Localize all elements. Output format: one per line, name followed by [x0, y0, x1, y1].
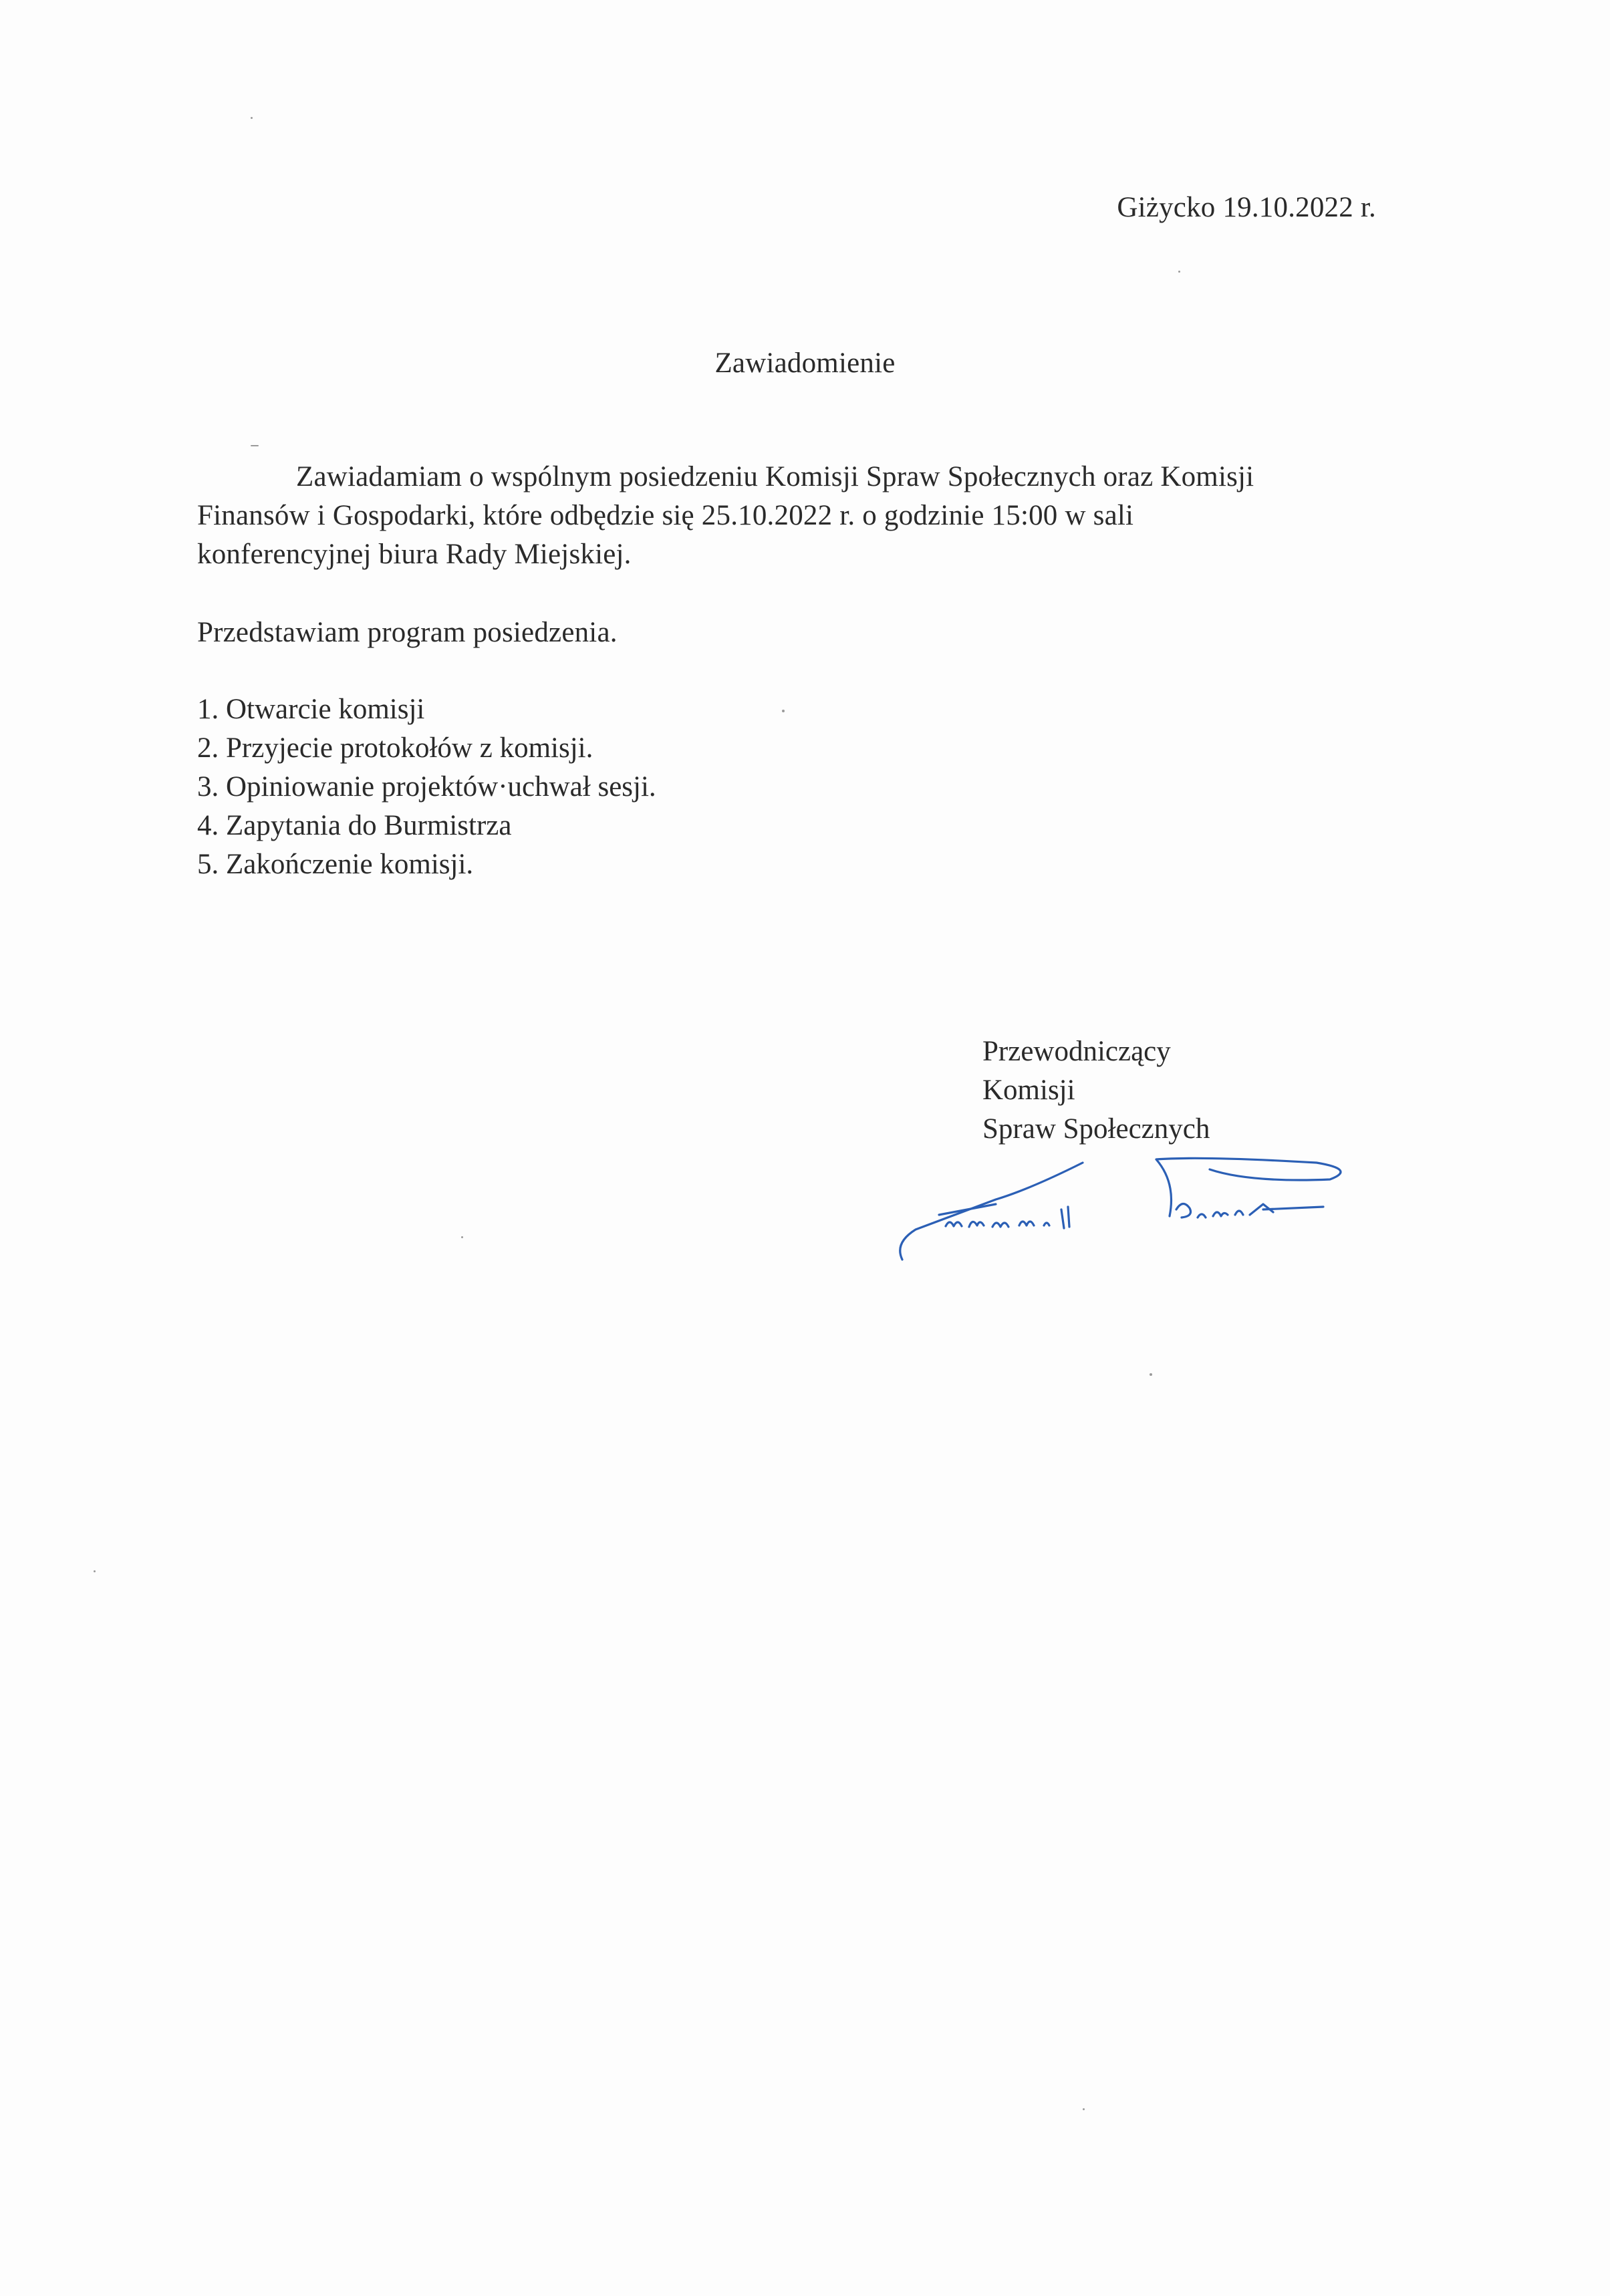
agenda-intro: Przedstawiam program posiedzenia. [197, 617, 618, 648]
agenda-item: 1. Otwarcie komisji [197, 694, 425, 725]
document-title: Zawiadomienie [714, 347, 896, 379]
place-date: Giżycko 19.10.2022 r. [1117, 192, 1376, 223]
agenda-item: 3. Opiniowanie projektów·uchwał sesji. [197, 771, 656, 803]
signatory-block [982, 1032, 1210, 1149]
scan-speck [461, 1236, 463, 1238]
scan-speck [94, 1570, 96, 1572]
body-line: Zawiadamiam o wspólnym posiedzeniu Komisji Spraw Społecznych oraz Komisji [296, 461, 1254, 492]
agenda-item: 5. Zakończenie komisji. [197, 849, 474, 880]
scan-speck [251, 117, 253, 119]
scan-speck [782, 710, 785, 712]
scan-speck [1150, 1373, 1152, 1376]
scan-speck [1083, 2108, 1085, 2110]
body-line: konferencyjnej biura Rady Miejskiej. [197, 539, 632, 570]
body-line: Finansów i Gospodarki, które odbędzie się 25.10.2022 r. o godzinie 15:00 w sali [197, 500, 1134, 531]
agenda-list [197, 690, 656, 884]
scan-speck [1178, 271, 1180, 273]
body-paragraph [197, 458, 1434, 574]
agenda-item: 4. Zapytania do Burmistrza [197, 810, 512, 841]
scan-speck [251, 445, 259, 446]
signatory-line: Komisji [982, 1074, 1075, 1106]
handwritten-signature [889, 1143, 1370, 1263]
signatory-line: Spraw Społecznych [982, 1113, 1210, 1145]
agenda-item: 2. Przyjecie protokołów z komisji. [197, 732, 593, 764]
signatory-line: Przewodniczący [982, 1036, 1171, 1067]
